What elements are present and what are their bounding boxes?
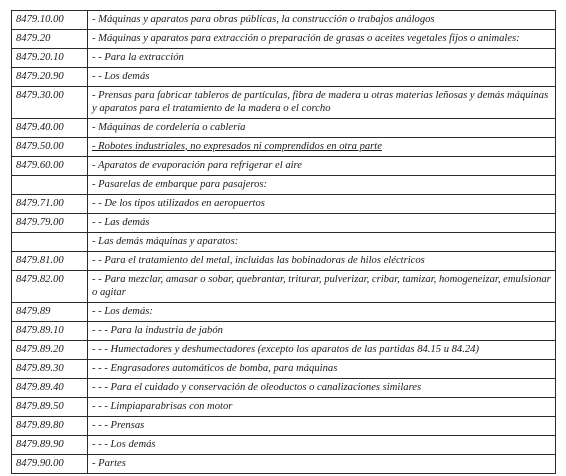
table-row — [12, 87, 556, 119]
tariff-code: 8479.79.00 — [12, 214, 88, 233]
table-row — [12, 398, 556, 417]
tariff-code: 8479.89.30 — [12, 360, 88, 379]
tariff-description: - Las demás máquinas y aparatos: — [88, 233, 556, 252]
table-row — [12, 49, 556, 68]
tariff-table-body — [12, 11, 556, 474]
table-row — [12, 68, 556, 87]
table-row — [12, 119, 556, 138]
tariff-code: 8479.71.00 — [12, 195, 88, 214]
tariff-description: - - - Los demás — [88, 436, 556, 455]
tariff-description: - - - Humectadores y deshumectadores (excepto los aparatos de las partidas 84.15 u 84.24) — [88, 341, 556, 360]
tariff-code: 8479.89.90 — [12, 436, 88, 455]
tariff-code — [12, 233, 88, 252]
table-row — [12, 436, 556, 455]
table-row — [12, 138, 556, 157]
tariff-code: 8479.50.00 — [12, 138, 88, 157]
tariff-code: 8479.60.00 — [12, 157, 88, 176]
tariff-code: 8479.89.80 — [12, 417, 88, 436]
tariff-description: - - De los tipos utilizados en aeropuertos — [88, 195, 556, 214]
tariff-description: - Prensas para fabricar tableros de partículas, fibra de madera u otras materias leñosas y demás máquinas y aparatos para el tratamiento de la madera o el corcho — [88, 87, 556, 119]
tariff-description: - Pasarelas de embarque para pasajeros: — [88, 176, 556, 195]
tariff-description: - - - Engrasadores automáticos de bomba, para máquinas — [88, 360, 556, 379]
tariff-code: 8479.89 — [12, 303, 88, 322]
tariff-description: - - Las demás — [88, 214, 556, 233]
tariff-description: - - - Para la industria de jabón — [88, 322, 556, 341]
tariff-description: - Máquinas de cordelería o cablería — [88, 119, 556, 138]
tariff-description: - - Para mezclar, amasar o sobar, quebrantar, triturar, pulverizar, cribar, tamizar, homogeneizar, emulsionar o agitar — [88, 271, 556, 303]
tariff-code: 8479.40.00 — [12, 119, 88, 138]
table-row — [12, 214, 556, 233]
tariff-description: - - - Limpiaparabrisas con motor — [88, 398, 556, 417]
table-row — [12, 360, 556, 379]
table-row — [12, 252, 556, 271]
table-row — [12, 271, 556, 303]
table-row — [12, 195, 556, 214]
tariff-code: 8479.90.00 — [12, 455, 88, 474]
tariff-description: - - - Prensas — [88, 417, 556, 436]
tariff-description: - Máquinas y aparatos para extracción o preparación de grasas o aceites vegetales fijos o animales: — [88, 30, 556, 49]
tariff-code: 8479.89.50 — [12, 398, 88, 417]
table-row — [12, 379, 556, 398]
tariff-description: - - Los demás — [88, 68, 556, 87]
table-row — [12, 11, 556, 30]
tariff-description: - - Los demás: — [88, 303, 556, 322]
table-row — [12, 417, 556, 436]
tariff-description: - - - Para el cuidado y conservación de oleoductos o canalizaciones similares — [88, 379, 556, 398]
table-row — [12, 322, 556, 341]
tariff-code: 8479.89.40 — [12, 379, 88, 398]
table-row — [12, 30, 556, 49]
tariff-description: - Máquinas y aparatos para obras públicas, la construcción o trabajos análogos — [88, 11, 556, 30]
tariff-code: 8479.20.90 — [12, 68, 88, 87]
tariff-code: 8479.20 — [12, 30, 88, 49]
tariff-code: 8479.20.10 — [12, 49, 88, 68]
table-row — [12, 157, 556, 176]
table-row — [12, 455, 556, 474]
tariff-code: 8479.89.20 — [12, 341, 88, 360]
tariff-table — [11, 10, 556, 474]
tariff-code: 8479.82.00 — [12, 271, 88, 303]
tariff-code — [12, 176, 88, 195]
tariff-description: - Partes — [88, 455, 556, 474]
table-row — [12, 176, 556, 195]
table-row — [12, 341, 556, 360]
tariff-description: - - Para la extracción — [88, 49, 556, 68]
tariff-code: 8479.89.10 — [12, 322, 88, 341]
tariff-description: - - Para el tratamiento del metal, incluidas las bobinadoras de hilos eléctricos — [88, 252, 556, 271]
tariff-code: 8479.81.00 — [12, 252, 88, 271]
table-row — [12, 233, 556, 252]
tariff-code: 8479.30.00 — [12, 87, 88, 119]
tariff-description: - Robotes industriales, no expresados ni comprendidos en otra parte — [88, 138, 556, 157]
table-row — [12, 303, 556, 322]
tariff-description: - Aparatos de evaporación para refrigerar el aire — [88, 157, 556, 176]
tariff-code: 8479.10.00 — [12, 11, 88, 30]
